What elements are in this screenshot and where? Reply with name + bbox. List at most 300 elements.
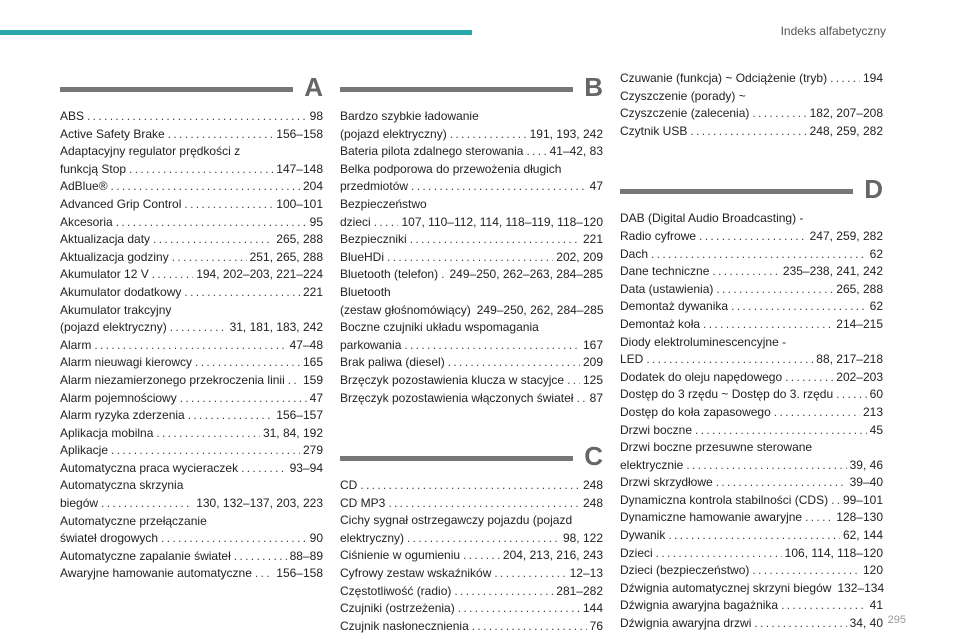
leader-dots bbox=[184, 284, 300, 302]
index-entry-heading: Automatyczna skrzynia bbox=[60, 478, 184, 493]
leader-dots bbox=[288, 372, 300, 390]
page-number: 295 bbox=[887, 614, 906, 626]
leader-dots bbox=[656, 545, 782, 563]
index-entry bbox=[60, 337, 323, 355]
index-entry bbox=[60, 284, 323, 302]
leader-dots bbox=[567, 372, 580, 390]
index-entry-line bbox=[620, 70, 883, 88]
index-entry bbox=[60, 460, 323, 478]
index-entry-text: Częstotliwość (radio) bbox=[340, 583, 452, 598]
index-entry-heading: Automatyczne przełączanie bbox=[60, 513, 207, 528]
index-entry bbox=[620, 263, 883, 281]
index-entry-text: Akumulator 12 V bbox=[60, 267, 149, 282]
leader-dots bbox=[153, 231, 273, 249]
index-entry bbox=[620, 545, 883, 563]
index-entry-pages: 93–94 bbox=[289, 460, 323, 475]
index-entry-heading: Bardzo szybkie ładowanie bbox=[340, 109, 479, 123]
index-column-1 bbox=[60, 72, 323, 583]
index-entry-text: Automatyczna praca wycieraczek bbox=[60, 460, 239, 475]
leader-dots bbox=[168, 126, 274, 144]
index-entry-pages: 235–238, 241, 242 bbox=[782, 264, 883, 279]
index-entry-line bbox=[340, 618, 603, 636]
index-entry-pages: 60 bbox=[869, 387, 883, 402]
index-entry-text: Dynamiczna kontrola stabilności (CDS) bbox=[620, 492, 829, 507]
index-entry bbox=[60, 249, 323, 267]
section-header-a bbox=[60, 72, 323, 102]
index-entry-heading: Belka podporowa do przewożenia długich bbox=[340, 161, 562, 176]
leader-dots bbox=[805, 509, 833, 527]
index-entry-text: Dynamiczne hamowanie awaryjne bbox=[620, 510, 803, 525]
index-entry bbox=[340, 161, 603, 196]
index-entry bbox=[620, 298, 883, 316]
index-entry-text: (zestaw głośnomówiący) bbox=[340, 302, 471, 317]
index-entry-text: Akumulator dodatkowy bbox=[60, 284, 182, 299]
index-entry-text: Dach bbox=[620, 246, 649, 261]
index-entry-text: ABS bbox=[60, 109, 85, 123]
index-entry bbox=[620, 422, 883, 440]
index-entry-text: Dzieci bbox=[620, 545, 653, 560]
index-entry-text: Cyfrowy zestaw wskaźników bbox=[340, 566, 492, 581]
index-entry-line bbox=[620, 246, 883, 264]
leader-dots bbox=[831, 492, 840, 510]
index-entry-pages: 221 bbox=[302, 284, 323, 299]
leader-dots bbox=[752, 105, 806, 123]
index-entry-pages: 31, 84, 192 bbox=[262, 425, 323, 440]
index-entry-line bbox=[340, 337, 603, 355]
index-entry-text: AdBlue® bbox=[60, 179, 108, 194]
leader-dots bbox=[101, 495, 193, 513]
index-entry-line bbox=[340, 178, 603, 196]
index-entry-line bbox=[620, 422, 883, 440]
index-entry-text: Dźwignia awaryjna drzwi bbox=[620, 616, 752, 631]
index-entry-line bbox=[60, 161, 323, 179]
entries-d bbox=[620, 210, 883, 632]
index-entry-text: Akcesoria bbox=[60, 214, 113, 229]
index-entry bbox=[60, 196, 323, 214]
index-entry-pages: 88–89 bbox=[289, 548, 323, 563]
index-entry-line bbox=[340, 530, 603, 548]
index-entry-line bbox=[620, 404, 883, 422]
index-entry-pages: 125 bbox=[582, 372, 603, 387]
index-entry-pages: 47 bbox=[309, 390, 323, 405]
leader-dots bbox=[448, 354, 580, 372]
leader-dots bbox=[454, 583, 553, 601]
index-entry bbox=[620, 492, 883, 510]
index-entry-pages: 248 bbox=[582, 478, 603, 493]
leader-dots bbox=[576, 390, 586, 408]
leader-dots bbox=[129, 161, 273, 179]
index-entry-line bbox=[60, 390, 323, 408]
index-entry-heading: Czyszczenie (porady) ~ bbox=[620, 88, 746, 103]
index-entry-text: Dane techniczne bbox=[620, 264, 710, 279]
index-entry-text: (pojazd elektryczny) bbox=[340, 126, 447, 141]
index-entry bbox=[340, 565, 603, 583]
section-letter: A bbox=[304, 72, 323, 102]
index-entry-text: Alarm bbox=[60, 337, 92, 352]
index-entry-pages: 99–101 bbox=[842, 492, 883, 507]
index-entry-text: świateł drogowych bbox=[60, 531, 159, 546]
index-entry-pages: 31, 181, 183, 242 bbox=[229, 320, 323, 335]
leader-dots bbox=[472, 618, 587, 636]
index-entry-text: Bluetooth (telefon) bbox=[340, 267, 439, 282]
index-entry-line bbox=[340, 143, 603, 161]
index-entry-pages: 213 bbox=[862, 404, 883, 419]
leader-dots bbox=[712, 263, 780, 281]
leader-dots bbox=[172, 249, 247, 267]
index-entry-line bbox=[620, 351, 883, 369]
index-entry bbox=[60, 565, 323, 583]
index-entry-line bbox=[340, 583, 603, 601]
index-entry-heading: Bluetooth bbox=[340, 284, 391, 299]
index-entry-pages: 202, 209 bbox=[556, 249, 603, 264]
index-entry bbox=[340, 512, 603, 547]
index-entry-pages: 194 bbox=[862, 71, 883, 85]
index-entry-line bbox=[340, 354, 603, 372]
index-entry-line bbox=[60, 126, 323, 144]
index-entry-pages: 249–250, 262–263, 284–285 bbox=[449, 267, 603, 282]
index-entry-line bbox=[620, 615, 883, 633]
leader-dots bbox=[695, 422, 867, 440]
index-entry bbox=[620, 70, 883, 88]
index-entry-pages: 204 bbox=[302, 179, 323, 194]
index-entry-line bbox=[60, 495, 323, 513]
index-entry bbox=[60, 214, 323, 232]
index-entry-heading: Cichy sygnał ostrzegawczy pojazdu (pojazd bbox=[340, 513, 573, 528]
index-column-2 bbox=[340, 72, 604, 635]
index-entry-text: Dźwignia awaryjna bagażnika bbox=[620, 598, 779, 613]
index-entry bbox=[340, 354, 603, 372]
leader-dots bbox=[463, 547, 500, 565]
index-entry-pages: 279 bbox=[302, 443, 323, 458]
index-entry-line bbox=[340, 249, 603, 267]
index-entry-text: parkowania bbox=[340, 337, 402, 352]
index-entry bbox=[340, 547, 603, 565]
index-entry bbox=[340, 583, 603, 601]
index-entry bbox=[60, 372, 323, 390]
leader-dots bbox=[111, 178, 300, 196]
index-entry bbox=[60, 477, 323, 512]
leader-dots bbox=[690, 123, 806, 141]
index-entry-text: Czujniki (ostrzeżenia) bbox=[340, 601, 455, 616]
leader-dots bbox=[360, 477, 580, 495]
index-entry bbox=[60, 266, 323, 284]
index-entry-text: Alarm ryzyka zderzenia bbox=[60, 408, 185, 423]
index-entry-text: Brak paliwa (diesel) bbox=[340, 355, 445, 370]
index-entry bbox=[620, 386, 883, 404]
index-entry bbox=[340, 196, 603, 231]
index-entry-pages: 209 bbox=[582, 355, 603, 370]
leader-dots bbox=[388, 495, 580, 513]
index-entry-line bbox=[60, 284, 323, 302]
index-entry-text: elektrycznie bbox=[620, 457, 684, 472]
index-entry-line bbox=[340, 302, 603, 320]
index-entry-line bbox=[60, 231, 323, 249]
index-entry-pages: 98 bbox=[309, 109, 323, 123]
index-entry-text: Radio cyfrowe bbox=[620, 228, 697, 243]
leader-dots bbox=[836, 386, 867, 404]
index-entry-pages: 247, 259, 282 bbox=[809, 228, 883, 243]
index-entry-text: Bezpieczniki bbox=[340, 232, 407, 247]
leader-dots bbox=[410, 231, 580, 249]
section-rule bbox=[340, 87, 573, 92]
index-entry-text: CD bbox=[340, 478, 358, 493]
index-entry-pages: 265, 288 bbox=[276, 232, 323, 247]
index-entry-pages: 221 bbox=[582, 232, 603, 247]
index-entry-line bbox=[340, 565, 603, 583]
index-entry-pages: 248 bbox=[582, 495, 603, 510]
index-entry-text: Czyszczenie (zalecenia) bbox=[620, 106, 750, 121]
leader-dots bbox=[774, 404, 860, 422]
index-entry-text: Advanced Grip Control bbox=[60, 196, 182, 211]
index-entry-line bbox=[60, 354, 323, 372]
leader-dots bbox=[180, 390, 307, 408]
index-entry bbox=[340, 390, 603, 408]
index-entry bbox=[60, 390, 323, 408]
index-entry-text: Dostęp do 3 rzędu ~ Dostęp do 3. rzędu bbox=[620, 387, 834, 402]
index-entry-line bbox=[620, 527, 883, 545]
index-entry-line bbox=[620, 597, 883, 615]
index-entry-pages: 47 bbox=[589, 179, 603, 194]
leader-dots bbox=[152, 266, 193, 284]
index-entry-line bbox=[60, 442, 323, 460]
index-entry-text: Aplikacja mobilna bbox=[60, 425, 154, 440]
index-entry-text: Alarm niezamierzonego przekroczenia linii bbox=[60, 372, 285, 387]
index-entry-pages: 156–158 bbox=[276, 566, 323, 581]
index-entry-line bbox=[60, 548, 323, 566]
leader-dots bbox=[716, 281, 833, 299]
index-entry-pages: 12–13 bbox=[569, 566, 603, 581]
leader-dots bbox=[716, 474, 847, 492]
index-entry bbox=[620, 334, 883, 369]
index-entry-text: Drzwi skrzydłowe bbox=[620, 475, 713, 490]
index-entry-text: Dostęp do koła zapasowego bbox=[620, 404, 771, 419]
leader-dots bbox=[785, 369, 833, 387]
index-entry-line bbox=[60, 372, 323, 390]
index-entry bbox=[60, 513, 323, 548]
index-entry-text: Active Safety Brake bbox=[60, 126, 165, 141]
section-rule bbox=[340, 456, 573, 461]
leader-dots bbox=[387, 249, 553, 267]
leader-dots bbox=[699, 228, 807, 246]
index-entry-pages: 167 bbox=[582, 337, 603, 352]
leader-dots bbox=[111, 442, 300, 460]
index-entry bbox=[620, 369, 883, 387]
index-entry-pages: 39, 46 bbox=[849, 457, 883, 472]
index-entry-text: (pojazd elektryczny) bbox=[60, 320, 167, 335]
index-entry-text: Data (ustawienia) bbox=[620, 281, 714, 296]
index-entry bbox=[620, 246, 883, 264]
index-entry-pages: 88, 217–218 bbox=[816, 352, 883, 367]
index-entry-pages: 98, 122 bbox=[562, 530, 603, 545]
leader-dots bbox=[703, 316, 833, 334]
leader-dots bbox=[526, 143, 546, 161]
leader-dots bbox=[411, 178, 587, 196]
index-entry-pages: 62 bbox=[869, 246, 883, 261]
index-entry-line bbox=[340, 372, 603, 390]
index-entry-text: Czytnik USB bbox=[620, 123, 688, 138]
index-entry bbox=[340, 372, 603, 390]
leader-dots bbox=[458, 600, 580, 618]
entries-c-continued bbox=[620, 70, 883, 140]
index-entry-line bbox=[60, 249, 323, 267]
index-entry-text: Czujnik nasłonecznienia bbox=[340, 618, 469, 633]
index-entry-pages: 41 bbox=[869, 598, 883, 613]
index-entry-text: Aktualizacja daty bbox=[60, 232, 151, 247]
section-header-b bbox=[340, 72, 603, 102]
index-entry-line bbox=[620, 509, 883, 527]
top-accent-bar bbox=[0, 30, 472, 35]
index-entry-line bbox=[620, 369, 883, 387]
index-entry-pages: 204, 213, 216, 243 bbox=[502, 548, 603, 563]
leader-dots bbox=[686, 457, 846, 475]
index-entry-line bbox=[60, 407, 323, 425]
index-entry-line bbox=[60, 460, 323, 478]
section-rule bbox=[620, 189, 853, 194]
index-entry-heading: Drzwi boczne przesuwne sterowane bbox=[620, 440, 813, 455]
leader-dots bbox=[87, 108, 307, 126]
index-entry-line bbox=[60, 108, 323, 126]
index-entry bbox=[340, 319, 603, 354]
index-entry bbox=[620, 474, 883, 492]
index-entry-pages: 87 bbox=[589, 390, 603, 405]
index-entry-line bbox=[60, 530, 323, 548]
leader-dots bbox=[374, 214, 399, 232]
index-entry-heading: Adaptacyjny regulator prędkości z bbox=[60, 144, 241, 159]
index-entry bbox=[60, 548, 323, 566]
section-header-d bbox=[620, 174, 883, 205]
index-entry-pages: 47–48 bbox=[289, 337, 323, 352]
entries-a bbox=[60, 108, 323, 583]
index-entry-pages: 251, 265, 288 bbox=[249, 249, 323, 264]
index-entry-text: Drzwi boczne bbox=[620, 422, 693, 437]
index-entry bbox=[620, 509, 883, 527]
index-entry-line bbox=[340, 231, 603, 249]
index-entry bbox=[620, 210, 883, 245]
index-entry-text: Alarm pojemnościowy bbox=[60, 390, 177, 405]
index-entry-line bbox=[340, 477, 603, 495]
index-entry bbox=[60, 442, 323, 460]
index-entry-pages: 130, 132–137, 203, 223 bbox=[196, 496, 323, 511]
leader-dots bbox=[407, 530, 560, 548]
index-entry bbox=[620, 527, 883, 545]
index-entry-heading: Boczne czujniki układu wspomagania bbox=[340, 320, 539, 335]
index-entry-line bbox=[620, 580, 883, 598]
leader-dots bbox=[116, 214, 307, 232]
leader-dots bbox=[668, 527, 840, 545]
index-entry-line bbox=[340, 547, 603, 565]
leader-dots bbox=[754, 615, 846, 633]
index-entry-text: Dodatek do oleju napędowego bbox=[620, 369, 783, 384]
index-entry-text: Demontaż dywanika bbox=[620, 299, 729, 314]
index-entry-pages: 214–215 bbox=[836, 316, 883, 331]
index-entry-text: przedmiotów bbox=[340, 179, 409, 194]
index-entry-pages: 132–134 bbox=[837, 580, 885, 595]
index-entry-pages: 45 bbox=[869, 422, 883, 437]
index-entry bbox=[60, 425, 323, 443]
index-entry-pages: 41–42, 83 bbox=[549, 144, 603, 159]
index-entry-text: Dźwignia automatycznej skrzyni biegów bbox=[620, 580, 832, 595]
index-entry-line bbox=[620, 123, 883, 141]
index-entry-text: Alarm nieuwagi kierowcy bbox=[60, 355, 193, 370]
index-entry-line bbox=[60, 178, 323, 196]
index-entry bbox=[340, 266, 603, 284]
leader-dots bbox=[161, 530, 307, 548]
index-entry bbox=[340, 284, 603, 319]
index-entry-text: elektryczny) bbox=[340, 530, 405, 545]
index-entry-pages: 156–158 bbox=[276, 126, 323, 141]
index-entry-pages: 120 bbox=[862, 563, 883, 578]
index-entry-text: Ciśnienie w ogumieniu bbox=[340, 548, 461, 563]
index-entry-line bbox=[60, 319, 323, 337]
index-entry-line bbox=[620, 562, 883, 580]
index-entry-pages: 144 bbox=[582, 601, 603, 616]
index-entry-text: funkcją Stop bbox=[60, 161, 127, 176]
index-entry-line bbox=[620, 316, 883, 334]
index-entry-pages: 194, 202–203, 221–224 bbox=[196, 267, 323, 282]
index-entry bbox=[60, 178, 323, 196]
index-entry bbox=[340, 143, 603, 161]
index-entry-pages: 249–250, 262, 284–285 bbox=[476, 302, 604, 317]
index-entry-pages: 248, 259, 282 bbox=[809, 123, 883, 138]
index-entry-line bbox=[340, 600, 603, 618]
section-letter: C bbox=[584, 441, 603, 472]
index-entry-text: BlueHDi bbox=[340, 249, 385, 264]
index-entry-pages: 34, 40 bbox=[849, 616, 883, 631]
index-entry-text: Aplikacje bbox=[60, 443, 109, 458]
index-entry bbox=[340, 477, 603, 495]
leader-dots bbox=[255, 565, 273, 583]
entries-b bbox=[340, 108, 603, 407]
index-entry-line bbox=[340, 495, 603, 513]
index-entry-pages: 165 bbox=[302, 355, 323, 370]
entries-c bbox=[340, 477, 603, 635]
index-entry bbox=[620, 439, 883, 474]
index-entry bbox=[620, 615, 883, 633]
section-rule bbox=[60, 87, 293, 92]
index-entry-line bbox=[60, 196, 323, 214]
index-entry-text: Automatyczne zapalanie świateł bbox=[60, 548, 231, 563]
index-entry bbox=[340, 495, 603, 513]
leader-dots bbox=[830, 70, 860, 88]
index-entry bbox=[60, 126, 323, 144]
index-entry-pages: 182, 207–208 bbox=[809, 106, 883, 121]
index-entry-line bbox=[620, 386, 883, 404]
leader-dots bbox=[651, 246, 867, 264]
index-entry bbox=[340, 600, 603, 618]
index-entry-pages: 159 bbox=[302, 372, 323, 387]
leader-dots bbox=[184, 196, 273, 214]
index-entry-heading: Bezpieczeństwo bbox=[340, 196, 427, 211]
leader-dots bbox=[234, 548, 287, 566]
index-entry-pages: 90 bbox=[309, 531, 323, 546]
index-entry-pages: 265, 288 bbox=[836, 281, 883, 296]
index-entry bbox=[620, 580, 883, 598]
leader-dots bbox=[494, 565, 566, 583]
leader-dots bbox=[781, 597, 867, 615]
leader-dots bbox=[646, 351, 813, 369]
index-entry bbox=[620, 597, 883, 615]
index-entry-line bbox=[60, 266, 323, 284]
index-entry-text: Brzęczyk pozostawienia klucza w stacyjce bbox=[340, 372, 565, 387]
index-entry-line bbox=[620, 492, 883, 510]
index-entry bbox=[60, 354, 323, 372]
index-column-3 bbox=[620, 70, 883, 633]
index-entry-line bbox=[620, 281, 883, 299]
index-entry-pages: 147–148 bbox=[276, 161, 323, 176]
index-entry-line bbox=[620, 105, 883, 123]
index-entry-pages: 191, 193, 242 bbox=[529, 126, 603, 141]
index-entry-pages: 107, 110–112, 114, 118–119, 118–120 bbox=[401, 214, 603, 229]
